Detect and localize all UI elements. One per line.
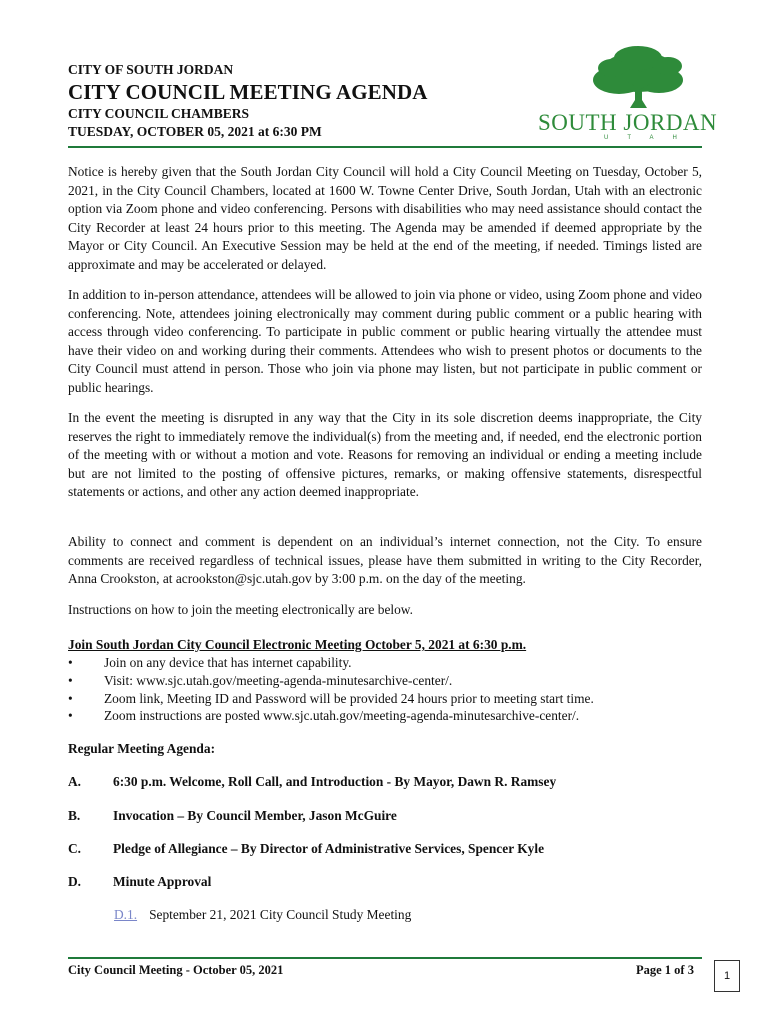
agenda-item-text: Pledge of Allegiance – By Director of Administrative Services, Spencer Kyle	[113, 841, 545, 856]
attendance-paragraph: In addition to in-person attendance, attendees will be allowed to join via phone or video, using Zoom phone and video conferencing. Note, attendees joining electronically may comment during public comment or a public hearing with access through video conferencing. To participate in public comment or public hearing virtually the attendee must have their video on and working during their comments. Attendees who wish to present photos or documents to the City Council must attend in person. Those who join via phone may listen, but not participate in public comment or public hearings.	[68, 287, 702, 395]
agenda-item-text: Invocation – By Council Member, Jason McGuire	[113, 808, 397, 823]
meeting-datetime: TUESDAY, OCTOBER 05, 2021 at 6:30 PM	[68, 124, 322, 139]
agenda-item-text: 6:30 p.m. Welcome, Roll Call, and Introduction - By Mayor, Dawn R. Ramsey	[113, 774, 557, 789]
bullet: •	[68, 691, 73, 706]
list-item-text: Zoom link, Meeting ID and Password will be provided 24 hours prior to meeting start time.	[104, 691, 594, 706]
agenda-item-text: Minute Approval	[113, 874, 212, 889]
disruption-paragraph: In the event the meeting is disrupted in any way that the City in its sole discretion deems inappropriate, the City reserves the right to immediately remove the individual(s) from the meeting and, if needed, end the electronic portion of the meeting with or without a motion and vote. Reasons for removing an individual or ending a meeting include but are not limited to the posting of offensive pictures, remarks, or making offensive statements, disrespectful statements or actions, and other any action deemed inappropriate.	[68, 410, 702, 500]
bullet: •	[68, 655, 73, 670]
agenda-item-letter: C.	[68, 841, 82, 856]
list-item-text: Visit: www.sjc.utah.gov/meeting-agenda-minutesarchive-center/.	[104, 673, 453, 688]
page-number: Page 1 of 3	[636, 963, 694, 977]
page-title: CITY COUNCIL MEETING AGENDA	[68, 80, 428, 104]
sub-agenda-item	[114, 907, 411, 923]
agenda-item-letter: A.	[68, 774, 82, 789]
page-indicator-box: 1	[714, 960, 740, 992]
agenda-heading: Regular Meeting Agenda:	[68, 741, 216, 756]
join-heading: Join South Jordan City Council Electronic Meeting October 5, 2021 at 6:30 p.m.	[68, 637, 527, 652]
logo-wordmark: SOUTH JORDAN	[538, 110, 718, 135]
instructions-paragraph: Instructions on how to join the meeting electronically are below.	[68, 602, 413, 617]
header-divider	[68, 146, 702, 148]
bullet: •	[68, 708, 73, 723]
sub-agenda-item-text: September 21, 2021 City Council Study Meeting	[149, 907, 412, 922]
meeting-location: CITY COUNCIL CHAMBERS	[68, 106, 250, 121]
agenda-item-letter: B.	[68, 808, 81, 823]
bullet: •	[68, 673, 73, 688]
footer-title: City Council Meeting - October 05, 2021	[68, 963, 284, 977]
list-item-text: Join on any device that has internet capability.	[104, 655, 352, 670]
notice-paragraph: Notice is hereby given that the South Jordan City Council will hold a City Council Meeting on Tuesday, October 5, 2021, in the City Council Chambers, located at 1600 W. Towne Center Drive, South Jordan, Utah with an electronic option via Zoom phone and video conferencing. Persons with disabilities who may need assistance should contact the City Recorder at least 24 hours prior to this meeting. The Agenda may be amended if deemed appropriate by the Mayor or City Council. An Executive Session may be held at the end of the meeting, if needed. Timings listed are approximate and may be accelerated or delayed.	[68, 164, 702, 272]
city-name: CITY OF SOUTH JORDAN	[68, 62, 234, 77]
logo-subtitle: UTAH	[604, 135, 696, 141]
minutes-link[interactable]: D.1.	[114, 907, 138, 922]
connection-paragraph: Ability to connect and comment is dependent on an individual’s internet connection, not the City. To ensure comments are received regardless of technical issues, please have them submitted in writing to the City Recorder, Anna Crookston, at acrookston@sjc.utah.gov by 3:00 p.m. on the day of the meeting.	[68, 534, 702, 587]
list-item-text: Zoom instructions are posted www.sjc.utah.gov/meeting-agenda-minutesarchive-center/.	[104, 708, 580, 723]
footer-divider	[68, 957, 702, 959]
agenda-item-letter: D.	[68, 874, 82, 889]
